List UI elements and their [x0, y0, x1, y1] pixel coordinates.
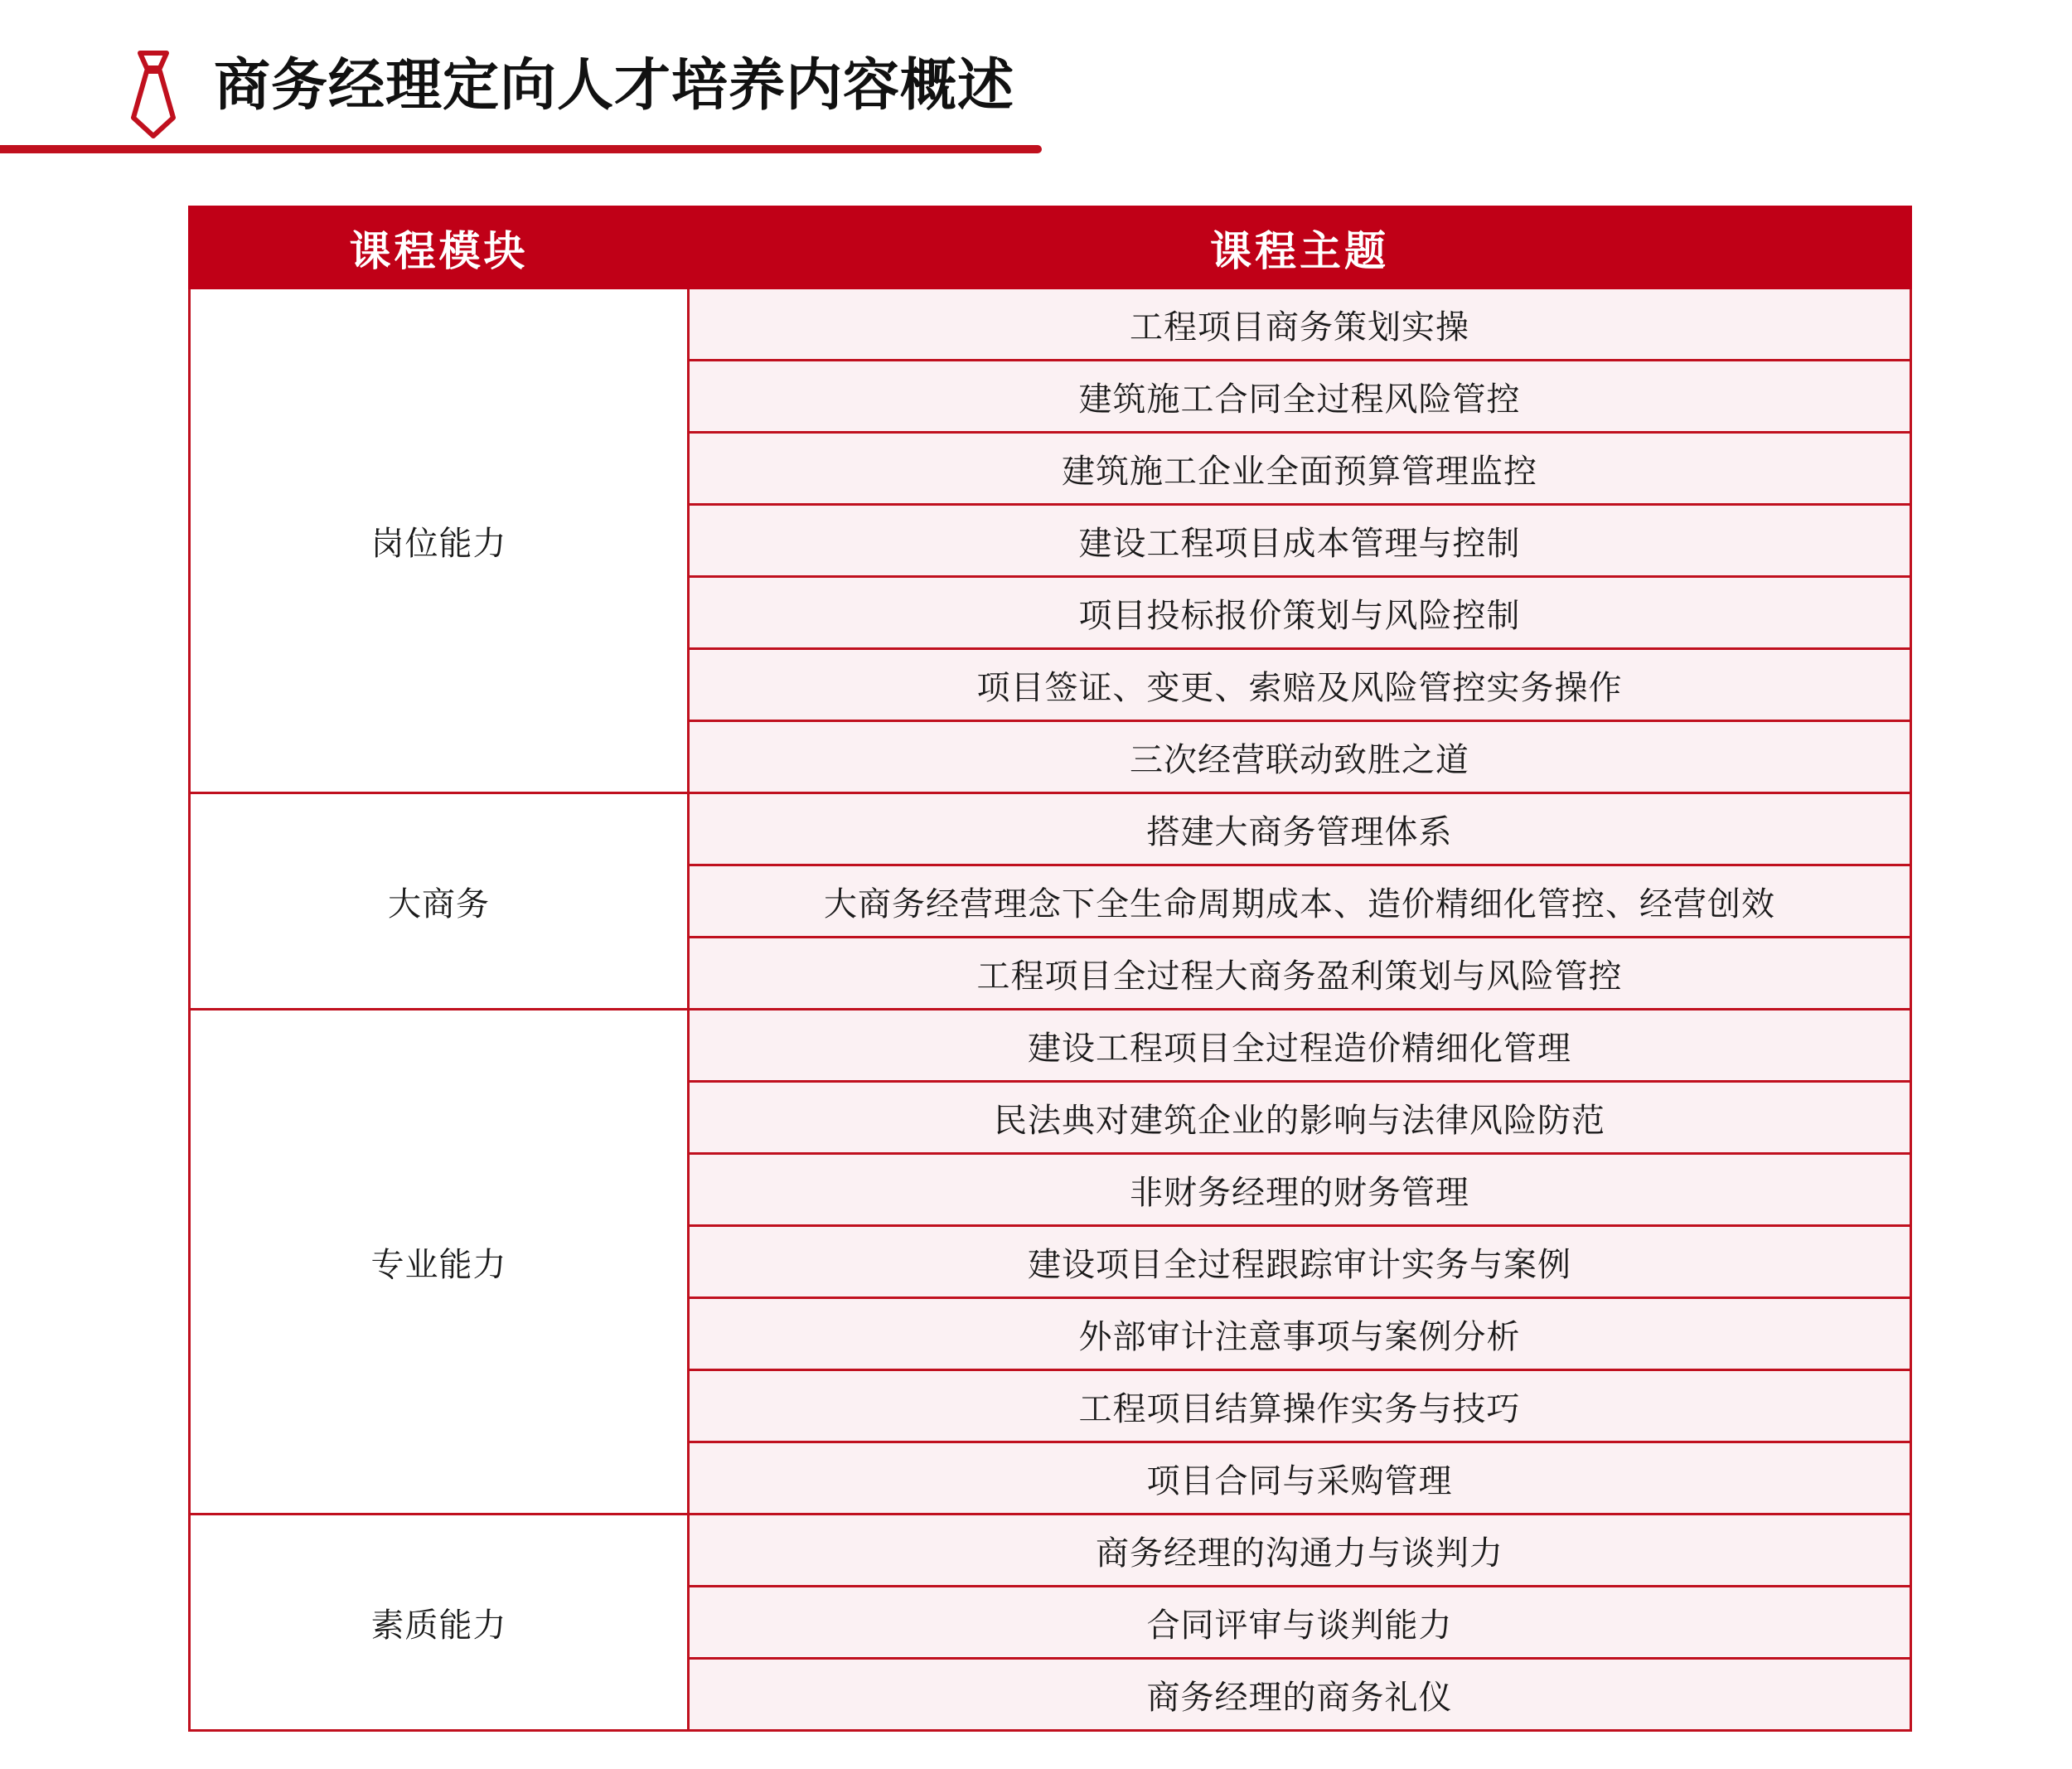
module-cell: 素质能力: [190, 1515, 689, 1731]
title-underline: [0, 145, 1042, 153]
topic-cell: 大商务经营理念下全生命周期成本、造价精细化管控、经营创效: [689, 865, 1911, 938]
module-cell: 岗位能力: [190, 288, 689, 793]
topic-cell: 建筑施工合同全过程风险管控: [689, 361, 1911, 433]
topic-cell: 项目投标报价策划与风险控制: [689, 577, 1911, 649]
header-module: 课程模块: [190, 207, 689, 288]
topic-cell: 建设项目全过程跟踪审计实务与案例: [689, 1226, 1911, 1298]
topic-cell: 商务经理的沟通力与谈判力: [689, 1515, 1911, 1587]
topic-cell: 建筑施工企业全面预算管理监控: [689, 433, 1911, 505]
module-cell: 大商务: [190, 793, 689, 1010]
topic-cell: 非财务经理的财务管理: [689, 1154, 1911, 1226]
topic-cell: 工程项目结算操作实务与技巧: [689, 1370, 1911, 1442]
topic-cell: 商务经理的商务礼仪: [689, 1659, 1911, 1731]
header-topic: 课程主题: [689, 207, 1911, 288]
topic-cell: 外部审计注意事项与案例分析: [689, 1298, 1911, 1370]
topic-cell: 工程项目商务策划实操: [689, 288, 1911, 361]
topic-cell: 工程项目全过程大商务盈利策划与风险管控: [689, 938, 1911, 1010]
topic-cell: 建设工程项目全过程造价精细化管理: [689, 1010, 1911, 1082]
topic-cell: 搭建大商务管理体系: [689, 793, 1911, 865]
course-table: [188, 206, 1912, 1732]
topic-cell: 民法典对建筑企业的影响与法律风险防范: [689, 1082, 1911, 1154]
page-header: [0, 0, 1044, 158]
table-row: [190, 1515, 1911, 1587]
topic-cell: 三次经营联动致胜之道: [689, 721, 1911, 793]
table-row: [190, 1010, 1911, 1082]
table-row: [190, 793, 1911, 865]
topic-cell: 合同评审与谈判能力: [689, 1587, 1911, 1659]
table-row: [190, 288, 1911, 361]
topic-cell: 建设工程项目成本管理与控制: [689, 505, 1911, 577]
module-cell: 专业能力: [190, 1010, 689, 1515]
topic-cell: 项目签证、变更、索赔及风险管控实务操作: [689, 649, 1911, 721]
course-table-container: [188, 206, 1910, 1732]
table-header-row: [190, 207, 1911, 288]
page-title: 商务经理定向人才培养内容概述: [214, 53, 1015, 119]
necktie-icon: [127, 50, 180, 141]
topic-cell: 项目合同与采购管理: [689, 1442, 1911, 1515]
